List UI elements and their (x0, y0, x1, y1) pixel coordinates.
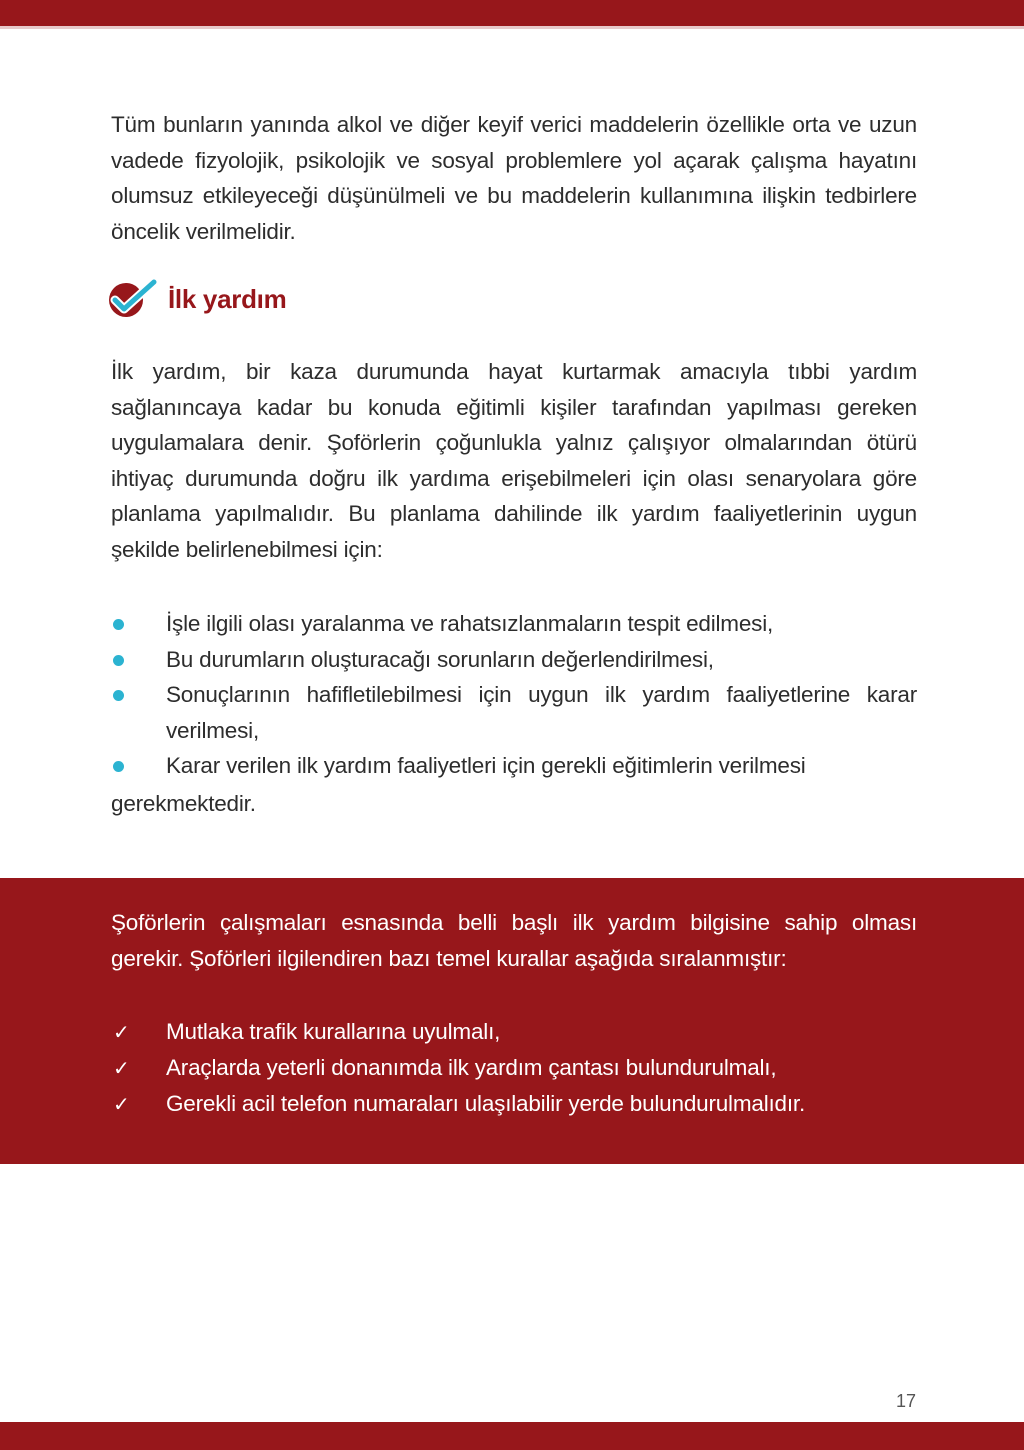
list-item-text: Mutlaka trafik kurallarına uyulmalı, (166, 1019, 501, 1044)
list-item-text: Sonuçlarının hafifletilebilmesi için uygun ilk yardım faaliyetlerine karar verilmesi, (166, 682, 917, 743)
list-item (111, 677, 917, 748)
list-item (111, 1014, 917, 1050)
list-item (111, 1086, 917, 1122)
highlight-paragraph: Şoförlerin çalışmaları esnasında belli başlı ilk yardım bilgisine sahip olması gerekir. Şoförleri ilgilendiren bazı temel kurallar aşağıda sıralanmıştır: (111, 910, 917, 971)
list-item-text: Araçlarda yeterli donanımda ilk yardım çantası bulundurulmalı, (166, 1055, 777, 1080)
list-item-text: İşle ilgili olası yaralanma ve rahatsızlanmaların tespit edilmesi, (166, 611, 774, 636)
bullet-dot-icon (113, 690, 124, 701)
list-item (111, 748, 917, 784)
list-item-text: Bu durumların oluşturacağı sorunların değerlendirilmesi, (166, 646, 714, 672)
bullet-dot-icon (113, 655, 124, 666)
rules-check-list (111, 1014, 917, 1122)
list-item (111, 606, 917, 642)
top-header-divider (0, 26, 1024, 29)
list-item-text: Gerekli acil telefon numaraları ulaşılabilir yerde bulundurulmalıdır. (166, 1091, 806, 1116)
check-icon: ✓ (113, 1020, 130, 1044)
check-icon: ✓ (113, 1056, 130, 1080)
list-item (111, 1050, 917, 1086)
list-item (111, 642, 917, 678)
first-aid-paragraph: İlk yardım, bir kaza durumunda hayat kurtarmak amacıyla tıbbi yardım sağlanıncaya kadar bu konuda eğitimli kişiler tarafından yapılması gereken uygulamalara denir. Şoförlerin çoğunlukla yalnız çalışıyor olmalarından ötürü ihtiyaç durumunda doğru ilk yardıma erişebilmeleri için olası senaryolara göre planlama yapılmalıdır. Bu planlama dahilinde ilk yardım faaliyetlerinin uygun şekilde belirlenebilmesi için: (111, 359, 917, 562)
bullet-dot-icon (113, 619, 124, 630)
highlight-box (0, 878, 1024, 1164)
section-heading (106, 276, 286, 322)
bullet-dot-icon (113, 761, 124, 772)
intro-paragraph: Tüm bunların yanında alkol ve diğer keyif verici maddelerin özellikle orta ve uzun vadede fizyolojik, psikolojik ve sosyal problemlere yol açarak çalışma hayatını olumsuz etkileyeceği düşünülmeli ve bu maddelerin kullanımına ilişkin tedbirlere öncelik verilmelidir. (111, 112, 917, 244)
page-number: 17 (895, 1391, 916, 1411)
checkmark-circle-icon (106, 276, 158, 322)
section-title: İlk yardım (168, 283, 287, 314)
list-trailer-text: gerekmektedir. (111, 791, 256, 816)
first-aid-bullet-list (111, 606, 917, 784)
check-icon: ✓ (113, 1092, 130, 1116)
bottom-footer-bar (0, 1422, 1024, 1450)
top-header-bar (0, 0, 1024, 26)
list-item-text: Karar verilen ilk yardım faaliyetleri için gerekli eğitimlerin verilmesi (166, 753, 806, 778)
